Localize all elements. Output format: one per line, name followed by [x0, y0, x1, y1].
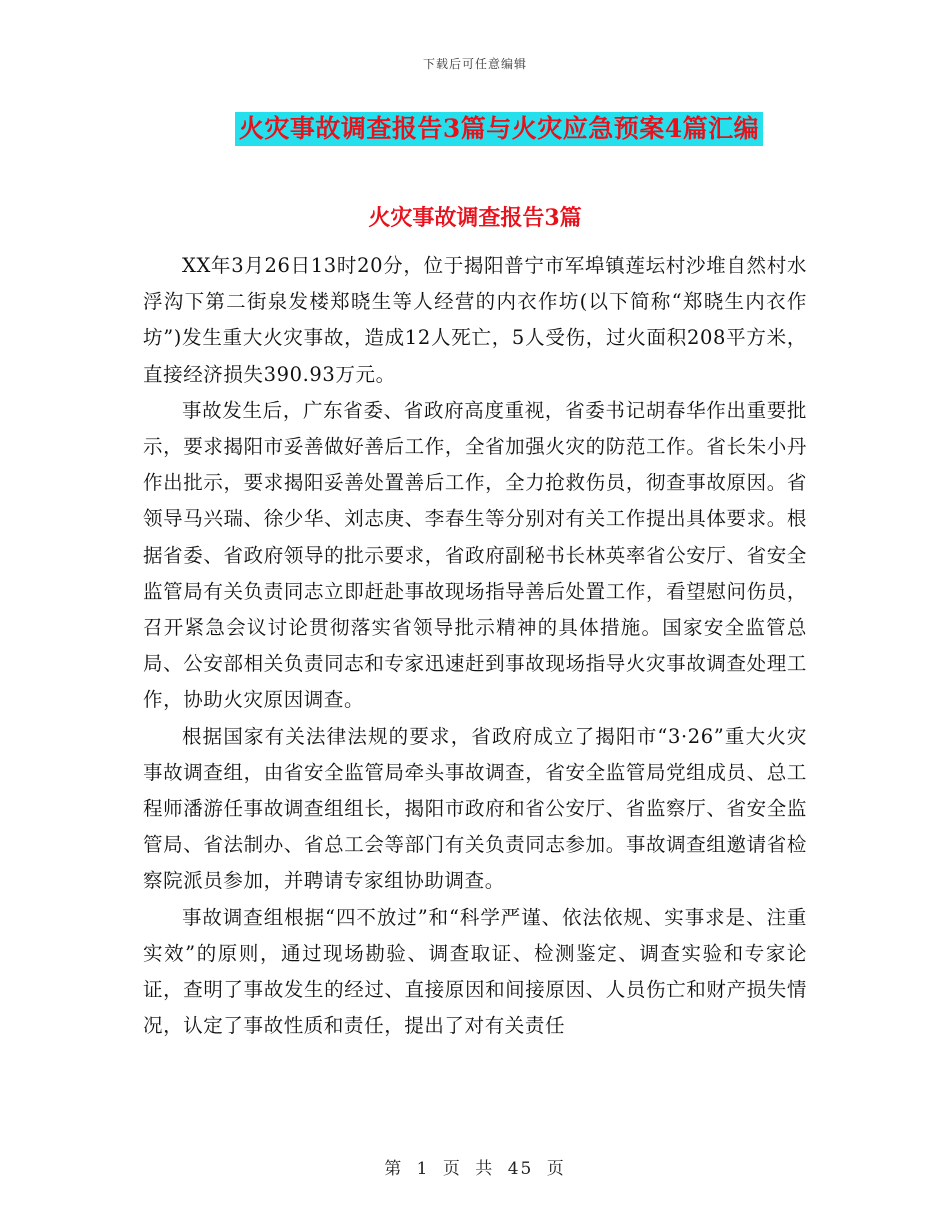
document-main-title: 火灾事故调查报告3篇与火灾应急预案4篇汇编 — [235, 112, 763, 146]
page-footer-indicator: 第 1 页 共 45 页 — [384, 1159, 566, 1179]
page-header-note: 下载后可任意编辑 — [422, 57, 527, 71]
paragraph-3: 根据国家有关法律法规的要求，省政府成立了揭阳市“3·26”重大火灾事故调查组，由省安全监管局牵头事故调查，省安全监管局党组成员、总工程师潘游任事故调查组组长，揭阳市政府和省公安厅、省监察厅、省安全监管局、省法制办、省总工会等部门有关负责同志参加。事故调查组邀请省检察院派员参加，并聘请专家组协助调查。 — [143, 724, 807, 893]
paragraph-4: 事故调查组根据“四不放过”和“科学严谨、依法依规、实事求是、注重实效”的原则，通过现场勘验、调查取证、检测鉴定、调查实验和专家论证，查明了事故发生的经过、直接原因和间接原因、人员伤亡和财产损失情况，认定了事故性质和责任，提出了对有关责任 — [143, 905, 807, 1038]
main-title-container — [0, 112, 950, 146]
section-title: 火灾事故调查报告3篇 — [368, 205, 582, 231]
document-body — [143, 248, 807, 1044]
paragraph-2: 事故发生后，广东省委、省政府高度重视，省委书记胡春华作出重要批示，要求揭阳市妥善做好善后工作，全省加强火灾的防范工作。省长朱小丹作出批示，要求揭阳妥善处置善后工作，全力抢救伤员，彻查事故原因。省领导马兴瑞、徐少华、刘志庚、李春生等分别对有关工作提出具体要求。根据省委、省政府领导的批示要求，省政府副秘书长林英率省公安厅、省安全监管局有关负责同志立即赶赴事故现场指导善后处置工作，看望慰问伤员，召开紧急会议讨论贯彻落实省领导批示精神的具体措施。国家安全监管总局、公安部相关负责同志和专家迅速赶到事故现场指导火灾事故调查处理工作，协助火灾原因调查。 — [143, 398, 807, 712]
paragraph-1: XX年3月26日13时20分，位于揭阳普宁市军埠镇莲坛村沙堆自然村水浮沟下第二街泉发楼郑晓生等人经营的内衣作坊(以下简称“郑晓生内衣作坊”)发生重大火灾事故，造成12人死亡，5人受伤，过火面积208平方米，直接经济损失390.93万元。 — [143, 254, 807, 386]
